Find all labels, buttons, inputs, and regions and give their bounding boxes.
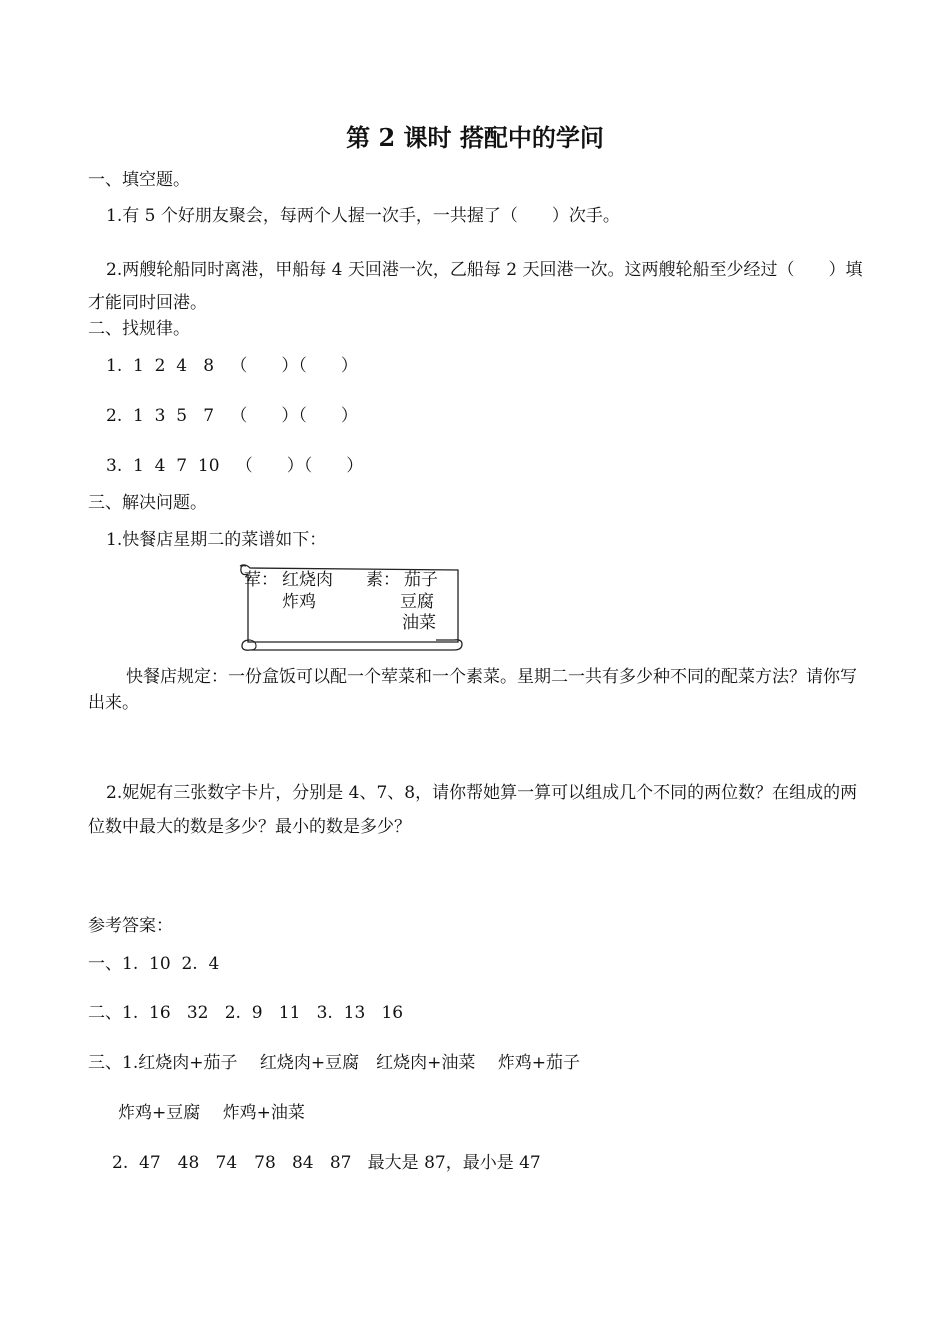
answers-heading: 参考答案：	[88, 916, 173, 936]
menu-veg-item: 油菜	[402, 613, 436, 633]
menu-meat-label: 荤：	[244, 570, 278, 590]
menu-scroll	[236, 560, 466, 652]
pattern-row-3: 3. 1 4 7 10 （ ）（ ）	[106, 456, 364, 476]
answer-line-3: 三、1.红烧肉+茄子 红烧肉+豆腐 红烧肉+油菜 炸鸡+茄子	[88, 1053, 581, 1073]
section1-heading: 一、填空题。	[88, 170, 190, 190]
section3-question-1-text: 快餐店规定：一份盒饭可以配一个荤菜和一个素菜。星期二一共有多少种不同的配菜方法？请你写出来。	[88, 667, 857, 713]
section2-heading: 二、找规律。	[88, 319, 190, 339]
section3-heading: 三、解决问题。	[88, 493, 207, 513]
answer-line-2: 二、1. 16 32 2. 9 11 3. 13 16	[88, 1003, 404, 1023]
menu-veg-item: 茄子	[404, 570, 438, 590]
page-title: 第 2 课时 搭配中的学问	[346, 123, 604, 152]
menu-veg-item: 豆腐	[400, 592, 434, 612]
section3-question-1-intro: 1.快餐店星期二的菜谱如下：	[106, 530, 327, 550]
section1-question-2: 2.两艘轮船同时离港，甲船每 4 天回港一次，乙船每 2 天回港一次。这两艘轮船至少经过（ ）填才能同时回港。	[88, 260, 863, 313]
menu-veg-label: 素：	[366, 570, 400, 590]
menu-meat-item: 炸鸡	[282, 592, 316, 612]
pattern-row-1: 1. 1 2 4 8 （ ）（ ）	[106, 356, 358, 376]
section1-question-1: 1.有 5 个好朋友聚会，每两个人握一次手，一共握了（ ）次手。	[106, 206, 620, 226]
answer-line-5: 2. 47 48 74 78 84 87 最大是 87，最小是 47	[112, 1153, 541, 1173]
answer-line-1: 一、1. 10 2. 4	[88, 954, 220, 974]
answer-line-4: 炸鸡+豆腐 炸鸡+油菜	[118, 1103, 305, 1123]
pattern-row-2: 2. 1 3 5 7 （ ）（ ）	[106, 406, 358, 426]
menu-meat-item: 红烧肉	[282, 570, 333, 590]
section3-question-2-text: 2.妮妮有三张数字卡片，分别是 4、7、8，请你帮她算一算可以组成几个不同的两位数？在组成的两位数中最大的数是多少？最小的数是多少？	[88, 783, 858, 837]
